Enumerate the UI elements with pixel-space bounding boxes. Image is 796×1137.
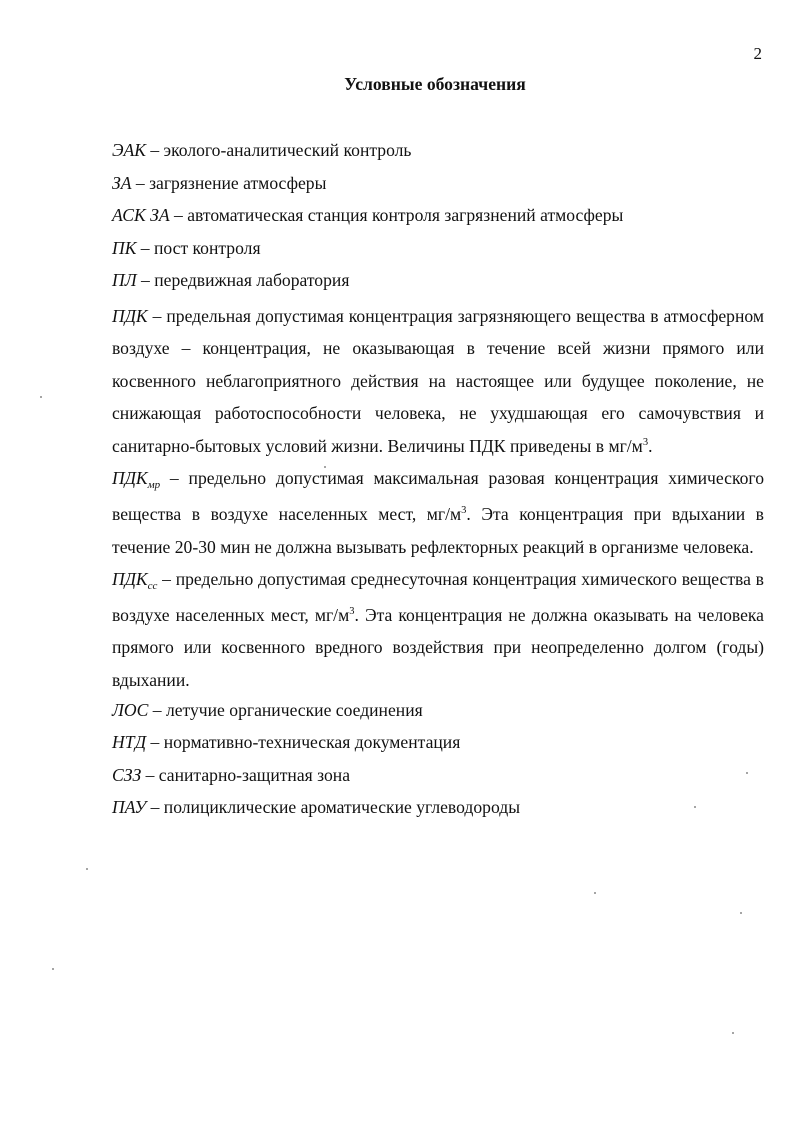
entry-definition: – эколого-аналитический контроль <box>145 140 412 160</box>
entry-definition: – передвижная лаборатория <box>136 270 350 290</box>
abbreviation-list <box>112 137 764 827</box>
entry-definition: – предельно допустимая среднесуточная концентрация химического вещества в воздухе населенных мест, мг/м <box>112 569 764 625</box>
entry-tail: . <box>648 435 653 456</box>
entry-pk <box>112 235 764 268</box>
entry-definition: – предельная допустимая концентрация загрязняющего вещества в атмосферном воздухе – концентрация, не оказывающая в течение всей жизни прямого или косвенного неблагоприятного действия на настоящее или будущее поколение, не снижающая работоспособности человека, не ухудшающая его самочувствия и санитарно-бытовых условий жизни. Величины ПДК приведены в мг/м <box>112 305 764 456</box>
entry-definition: – пост контроля <box>136 237 261 258</box>
entry-term: ПАУ <box>112 797 147 818</box>
entry-definition: – полициклические ароматические углеводороды <box>146 797 521 818</box>
entry-term: СЗЗ <box>112 764 142 785</box>
scan-speck <box>694 806 696 808</box>
entry-term: ЛОС <box>112 699 149 720</box>
entry-definition: – санитарно-защитная зона <box>141 764 351 785</box>
scan-speck <box>732 1032 734 1034</box>
superscript-3: 3 <box>461 505 467 517</box>
entry-definition-cont: . Эта концентрация не должна оказывать на человека прямого или косвенного вредного воздействия при неопределенно долгом (годы) вдыхании. <box>112 604 764 691</box>
scan-speck <box>40 396 42 398</box>
entry-definition: – нормативно-техническая документация <box>146 732 461 753</box>
entry-definition: – автоматическая станция контроля загрязнений атмосферы <box>169 205 624 225</box>
entry-term: ПЛ <box>112 270 137 290</box>
entry-term: АСК ЗА <box>112 205 170 225</box>
entry-term: $ПДК_{сс}$ <box>112 569 158 593</box>
scan-speck <box>86 868 88 870</box>
scan-speck <box>324 466 326 468</box>
entry-pdk-mr <box>112 462 764 563</box>
entry-term: НТД <box>112 732 147 753</box>
page-number: 2 <box>753 44 762 63</box>
entry-subscript: мр <box>147 479 161 492</box>
entry-term: $ПДК_{мр}$ <box>112 468 161 492</box>
entry-subscript: сс <box>147 580 158 593</box>
entry-term: ЗА <box>112 172 132 193</box>
entry-pau <box>112 794 764 827</box>
entry-pl <box>112 267 764 300</box>
entry-definition-cont: . Эта концентрация при вдыхании в течение 20-30 мин не должна вызывать рефлекторных реакций в организме человека. <box>112 504 764 557</box>
scan-speck <box>740 912 742 914</box>
entry-ask-za <box>112 202 764 235</box>
entry-definition: – летучие органические соединения <box>148 699 423 720</box>
entry-definition: – предельно допустимая максимальная разовая концентрация химического вещества в воздухе населенных мест, мг/м <box>112 468 764 525</box>
entry-term: ПДК <box>112 305 148 326</box>
entry-los <box>112 697 764 730</box>
scan-speck <box>52 968 54 970</box>
entry-eak <box>112 137 764 170</box>
entry-term: ПК <box>112 237 137 258</box>
scan-speck <box>594 892 596 894</box>
entry-pdk <box>112 300 764 463</box>
entry-term: ЭАК <box>112 140 146 160</box>
superscript-3: 3 <box>349 605 355 617</box>
superscript-3: 3 <box>642 436 649 448</box>
page-title: Условные обозначения <box>344 74 526 94</box>
entry-szz <box>112 762 764 795</box>
scan-speck <box>746 772 748 774</box>
entry-definition: – загрязнение атмосферы <box>131 172 327 193</box>
entry-za <box>112 170 764 203</box>
entry-pdk-ss <box>112 563 764 696</box>
entry-ntd <box>112 729 764 762</box>
